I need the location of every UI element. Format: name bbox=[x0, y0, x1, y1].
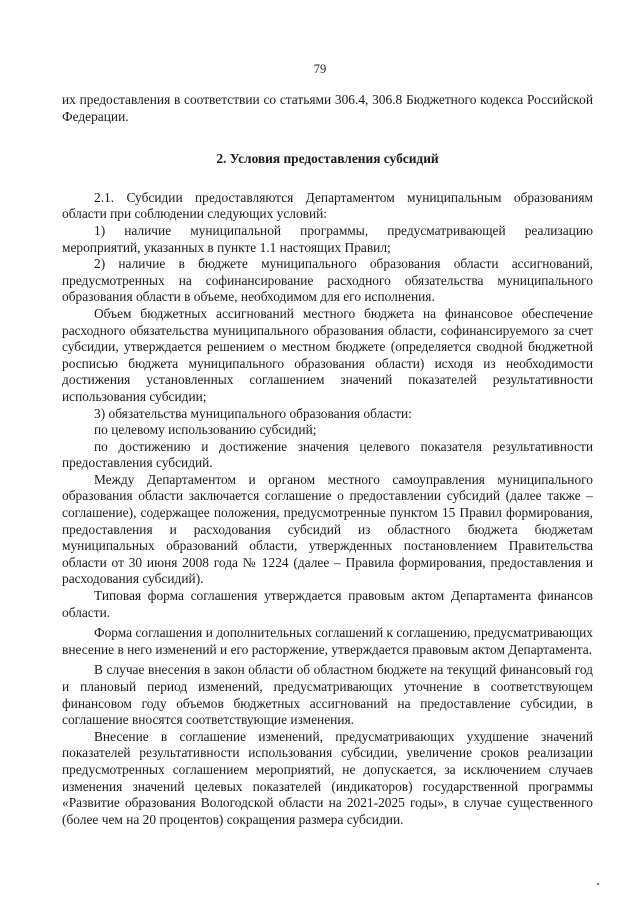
paragraph: В случае внесения в закон области об областном бюджете на текущий финансовый год и плановый период изменений, предусматривающих уточнение в соответствующем финансовом году объемов бюджетных ассигнований на предоставление субсидии, в соглашение вносятся соответствующие изменения. bbox=[62, 662, 593, 728]
paragraph: Типовая форма соглашения утверждается правовым актом Департамента финансов области. bbox=[62, 588, 593, 620]
section-title: 2. Условия предоставления субсидий bbox=[216, 151, 439, 167]
paragraph: Между Департаментом и органом местного самоуправления муниципального образования области заключается соглашение о предоставлении субсидий (далее также – соглашение), содержащее положения, предусмотренные пунктом 15 Правил формирования, предоставления и расходования субсидий из областного бюджета бюджетам муниципальных образований области, утвержденных постановлением Правительства области от 30 июня 2008 года № 1224 (далее – Правила формирования, предоставления и расходования субсидий). bbox=[62, 471, 593, 587]
paragraph: 2.1. Субсидии предоставляются Департаментом муниципальным образованиям области при соблюдении следующих условий: bbox=[62, 189, 593, 222]
paragraph: по целевому использованию субсидий; bbox=[94, 422, 317, 438]
page-number: 79 bbox=[313, 62, 327, 76]
document-body bbox=[62, 92, 593, 828]
paragraph: Форма соглашения и дополнительных соглашений к соглашению, предусматривающих внесение в него изменений и его расторжение, утверждается правовым актом Департамента. bbox=[62, 625, 593, 657]
paragraph: Объем бюджетных ассигнований местного бюджета на финансовое обеспечение расходного обязательства муниципального образования области, софинансируемого за счет субсидии, утверждается решением о местном бюджете (определяется сводной бюджетной росписью бюджета муниципального образования области) исходя из необходимости достижения установленных соглашением значений показателей результативности использования субсидии; bbox=[62, 305, 593, 404]
scan-speck bbox=[597, 883, 599, 885]
intro-paragraph: их предоставления в соответствии со статьями 306.4, 306.8 Бюджетного кодекса Российской Федерации. bbox=[62, 92, 593, 124]
paragraph: 1) наличие муниципальной программы, предусматривающей реализацию мероприятий, указанных в пункте 1.1 настоящих Правил; bbox=[62, 222, 593, 255]
paragraph: 3) обязательства муниципального образования области: bbox=[94, 405, 412, 421]
paragraph: по достижению и достижение значения целевого показателя результативности предоставления субсидий. bbox=[62, 438, 593, 471]
paragraph: 2) наличие в бюджете муниципального образования области ассигнований, предусмотренных на софинансирование расходного обязательства муниципального образования области в объеме, необходимом для его исполнения. bbox=[62, 256, 593, 305]
paragraph: Внесение в соглашение изменений, предусматривающих ухудшение значений показателей результативности использования субсидии, увеличение сроков реализации предусмотренных соглашением мероприятий, не допускается, за исключением случаев изменения значений целевых показателей (индикаторов) государственной программы «Развитие образования Вологодской области на 2021-2025 годы», в случае существенного (более чем на 20 процентов) сокращения размера субсидии. bbox=[62, 728, 593, 827]
